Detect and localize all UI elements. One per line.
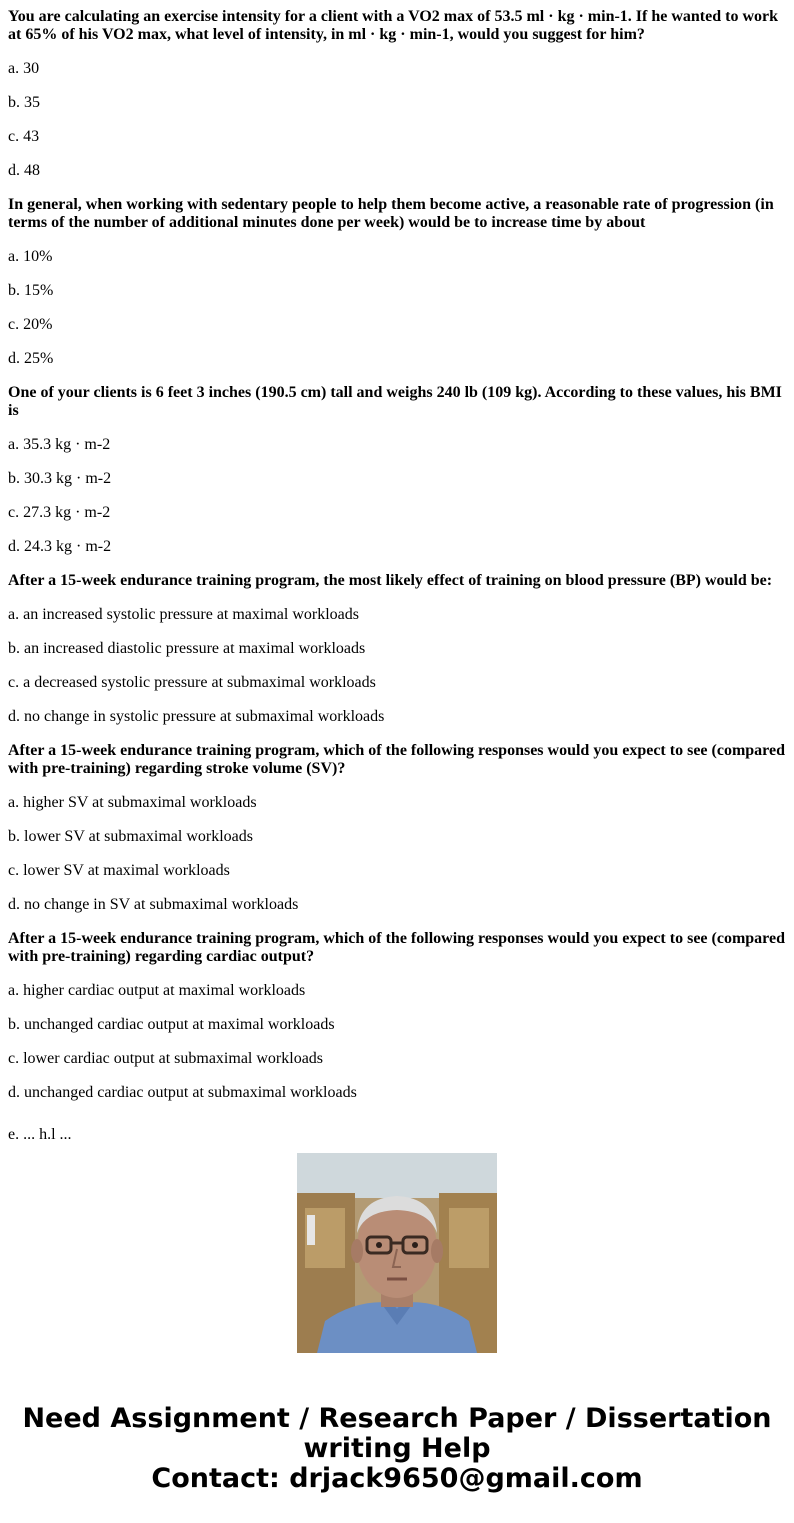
question-text: You are calculating an exercise intensity for a client with a VO2 max of 53.5 ml · kg · min-1. If he wanted to work at 65% of his VO2 max, what level of intensity, in ml · kg · min-1, would you suggest for him? [8,8,779,43]
question-text: After a 15-week endurance training program, which of the following responses would you expect to see (compared with pre-training) regarding cardiac output? [8,930,785,965]
answer-option: b. 30.3 kg · m-2 [8,470,112,487]
question-text: After a 15-week endurance training program, the most likely effect of training on blood pressure (BP) would be: [8,572,773,589]
answer-option: c. lower SV at maximal workloads [8,862,230,879]
question-text: One of your clients is 6 feet 3 inches (190.5 cm) tall and weighs 240 lb (109 kg). According to these values, his BMI is [8,384,782,419]
truncated-text [8,1118,786,1143]
question-block [8,384,786,556]
answer-option: b. an increased diastolic pressure at maximal workloads [8,640,366,657]
question-text: In general, when working with sedentary people to help them become active, a reasonable rate of progression (in terms of the number of additional minutes done per week) would be to increase time by about [8,196,774,231]
questions-list [8,0,786,1143]
question-text: After a 15-week endurance training program, which of the following responses would you expect to see (compared with pre-training) regarding stroke volume (SV)? [8,742,785,777]
answer-option: b. lower SV at submaximal workloads [8,828,254,845]
answer-option: d. no change in SV at submaximal workloads [8,896,299,913]
question-block [8,930,786,1102]
answer-option: b. 15% [8,282,54,299]
answer-option: d. unchanged cardiac output at submaximal workloads [8,1084,357,1101]
answer-option: c. 27.3 kg · m-2 [8,504,111,521]
answer-option: b. unchanged cardiac output at maximal workloads [8,1016,335,1033]
author-photo-icon [297,1153,497,1353]
answer-option: d. 24.3 kg · m-2 [8,538,112,555]
promo-line-1: Need Assignment / Research Paper / Dissertation [22,1403,772,1434]
answer-option: d. 25% [8,350,54,367]
answer-option: c. a decreased systolic pressure at submaximal workloads [8,674,376,691]
question-block [8,742,786,914]
answer-option: b. 35 [8,94,40,111]
answer-option: d. no change in systolic pressure at submaximal workloads [8,708,385,725]
answer-option: a. an increased systolic pressure at maximal workloads [8,606,359,623]
answer-option: c. 20% [8,316,53,333]
answer-option: d. 48 [8,162,40,179]
answer-option: c. 43 [8,128,40,145]
answer-option: a. 35.3 kg · m-2 [8,436,111,453]
answer-option: a. 10% [8,248,53,265]
question-block [8,196,786,368]
promo-banner [0,1404,794,1494]
promo-line-2: writing Help [303,1433,491,1464]
answer-option: a. 30 [8,60,40,77]
promo-contact: Contact: drjack9650@gmail.com [151,1463,643,1494]
answer-option: a. higher SV at submaximal workloads [8,794,257,811]
answer-option: c. lower cardiac output at submaximal workloads [8,1050,324,1067]
question-block [8,572,786,726]
question-block [8,8,786,180]
author-avatar [297,1153,497,1353]
answer-option: a. higher cardiac output at maximal workloads [8,982,306,999]
truncated-text-content: e. ... h.l ... [8,1126,72,1143]
